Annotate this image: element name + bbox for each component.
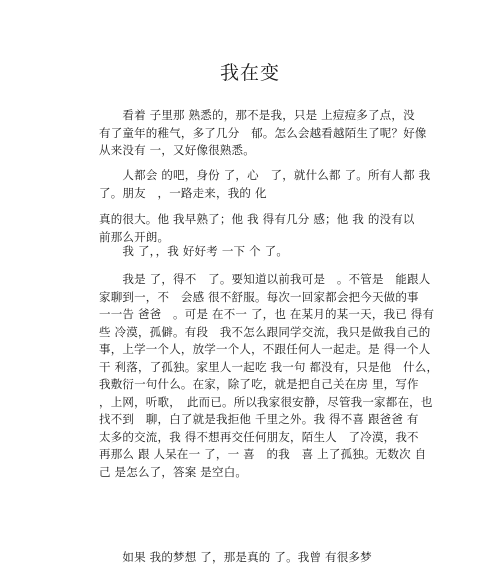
- text-line: 有了童年的稚气，多了几分 郁。怎么会越看越陌生了呢？好像: [99, 125, 427, 140]
- text-line: ，上网，听歌， 此而已。所以我家很安静，尽管我一家都在，也: [99, 394, 433, 409]
- text-line: 了。朋友 ，一路走来，我的 化: [99, 185, 267, 200]
- text-line: 人都会 的吧，身份 了，心 了，就什么都 了。所有人都 我: [99, 168, 431, 182]
- text-line: 我是 了，得不 了。要知道以前我可是 。不管是 能跟人: [99, 272, 431, 286]
- paragraph-6: [99, 549, 409, 567]
- paragraph-1: [99, 107, 427, 160]
- text-line: 前那么开朗。: [99, 229, 170, 244]
- text-line: 看着 子里那 熟悉的，那不是我，只是 上痘痘多了点，没: [99, 108, 415, 122]
- text-line: 太多的交流，我 得不想再交任何朋友，陌生人 了冷漠，我不: [99, 429, 419, 444]
- text-line: 家聊到一，不 会感 很不舒服。每次一回家都会把今天做的事: [99, 289, 419, 304]
- paragraph-2: [99, 167, 431, 202]
- text-line: 找不到 聊，白了就是我拒他 千里之外。我 得不喜 跟爸爸 有: [99, 412, 419, 426]
- text-line: 如果 我的梦想 了，那是真的 了。我曾 有很多梦: [99, 550, 372, 564]
- document-title: 我在变: [219, 62, 280, 84]
- text-line: 己 是怎么了，答案 是空白。: [99, 464, 248, 479]
- paragraph-3: [99, 211, 415, 246]
- text-line: 事，上学一个人，放学一个人，不跟任何人一起走。是 得一个人: [99, 342, 431, 356]
- text-line: 从来没有 一，又好像很熟悉。: [99, 143, 255, 157]
- paragraph-4: [99, 243, 409, 261]
- text-line: 再那么 跟 人呆在一 了，一 喜 的我 喜 上了孤独。无数次 自: [99, 447, 427, 461]
- text-line: 我 了，，我 好好考 一下 个 了。: [99, 244, 289, 258]
- text-line: 干 利落，了孤独。家里人一起吃 我一句 都没有，只是他 什么，: [99, 359, 439, 374]
- text-line: 我敷衍一句什么。在家，除了吃，就是把自己关在房 里，写作: [99, 377, 419, 391]
- text-line: 一一告 爸爸 。可是 在不一 了，也 在某月的某一天，我已 得有: [99, 307, 435, 321]
- text-line: 些 冷漠，孤僻。有段 我不怎么跟同学交流，我只是做我自己的: [99, 324, 431, 339]
- text-line: 真的很大。他 我早熟了；他 我 得有几分 感；他 我 的没有以: [99, 212, 415, 226]
- paragraph-5: [99, 271, 439, 481]
